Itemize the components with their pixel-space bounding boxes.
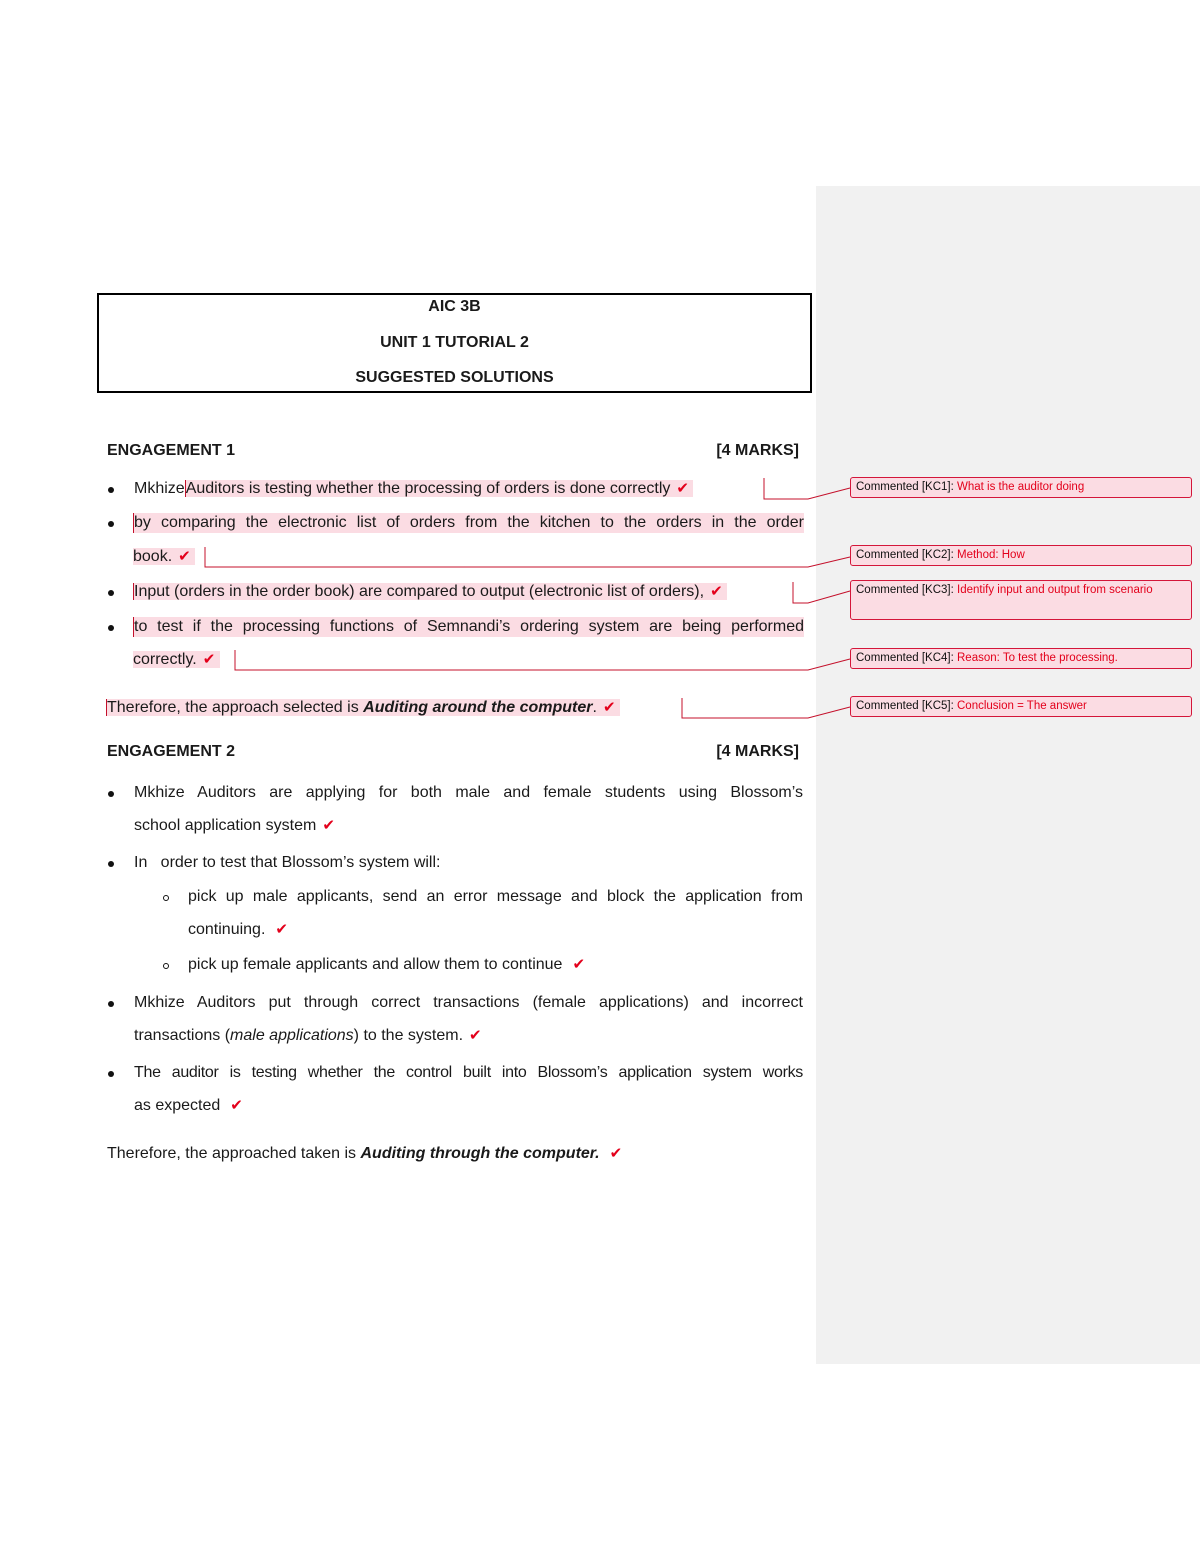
- course-code: AIC 3B: [428, 298, 481, 315]
- checkmark-icon: ✔: [178, 548, 191, 565]
- checkmark-icon: ✔: [609, 1145, 623, 1162]
- e1-conclusion[interactable]: Therefore, the approach selected is Auditing around the computer. ✔: [106, 698, 620, 718]
- checkmark-icon: ✔: [676, 480, 689, 497]
- checkmark-icon: ✔: [202, 651, 216, 668]
- unit-title: UNIT 1 TUTORIAL 2: [380, 334, 529, 351]
- e1-bullet-4-line-2[interactable]: correctly. ✔: [133, 650, 220, 670]
- e2-sub-1-line-2: continuing. ✔: [188, 921, 288, 938]
- engagement-2-marks: [4 MARKS]: [716, 743, 799, 760]
- checkmark-icon: ✔: [275, 921, 288, 938]
- engagement-1-marks: [4 MARKS]: [716, 442, 799, 459]
- e1-bullet-2-line-1[interactable]: by comparing the electronic list of orders from the kitchen to the orders in the order: [134, 514, 804, 531]
- e2-bullet-3-line-1: Mkhize Auditors put through correct transactions (female applications) and incorrect: [134, 994, 803, 1011]
- doc-subtitle: SUGGESTED SOLUTIONS: [355, 369, 554, 386]
- e1-bullet-4-line-1[interactable]: to test if the processing functions of Semnandi’s ordering system are being performed: [134, 618, 804, 635]
- engagement-2-title: ENGAGEMENT 2: [107, 743, 236, 760]
- engagement-1-title: ENGAGEMENT 1: [107, 442, 236, 459]
- e1-bullet-3[interactable]: Input (orders in the order book) are compared to output (electronic list of orders), ✔: [133, 582, 727, 602]
- e2-sub-1-line-1: pick up male applicants, send an error message and block the application from: [188, 888, 803, 905]
- e2-conclusion: Therefore, the approached taken is Auditing through the computer. ✔: [107, 1145, 623, 1162]
- e1-bullet-2-line-2[interactable]: book. ✔: [133, 547, 195, 567]
- checkmark-icon: ✔: [572, 956, 586, 973]
- comment-kc5[interactable]: Commented [KC5]: Conclusion = The answer: [850, 696, 1192, 717]
- e1-b1-highlight[interactable]: Auditors is testing whether the processing of orders is done correctly ✔: [185, 480, 694, 497]
- comment-kc4[interactable]: Commented [KC4]: Reason: To test the processing.: [850, 648, 1192, 669]
- e2-bullet-1-line-1: Mkhize Auditors are applying for both male and female students using Blossom’s: [134, 784, 803, 801]
- checkmark-icon: ✔: [230, 1097, 243, 1114]
- e2-bullet-4-line-1: The auditor is testing whether the control built into Blossom’s application system works: [134, 1064, 803, 1081]
- e2-sub-2: pick up female applicants and allow them to continue ✔: [188, 956, 586, 973]
- checkmark-icon: ✔: [469, 1027, 482, 1044]
- e2-bullet-3-line-2: transactions (male applications) to the system. ✔: [134, 1027, 482, 1044]
- comment-kc1[interactable]: Commented [KC1]: What is the auditor doing: [850, 477, 1192, 498]
- checkmark-icon: ✔: [322, 817, 335, 834]
- e2-bullet-4-line-2: as expected ✔: [134, 1097, 243, 1114]
- checkmark-icon: ✔: [710, 583, 723, 600]
- e2-bullet-2: In order to test that Blossom’s system will:: [134, 854, 441, 871]
- comment-kc3[interactable]: Commented [KC3]: Identify input and output from scenario: [850, 580, 1192, 620]
- e1-bullet-1: MkhizeAuditors is testing whether the processing of orders is done correctly ✔: [134, 479, 693, 499]
- checkmark-icon: ✔: [602, 699, 616, 716]
- e2-bullet-1-line-2: school application system ✔: [134, 817, 335, 834]
- comment-kc2[interactable]: Commented [KC2]: Method: How: [850, 545, 1192, 566]
